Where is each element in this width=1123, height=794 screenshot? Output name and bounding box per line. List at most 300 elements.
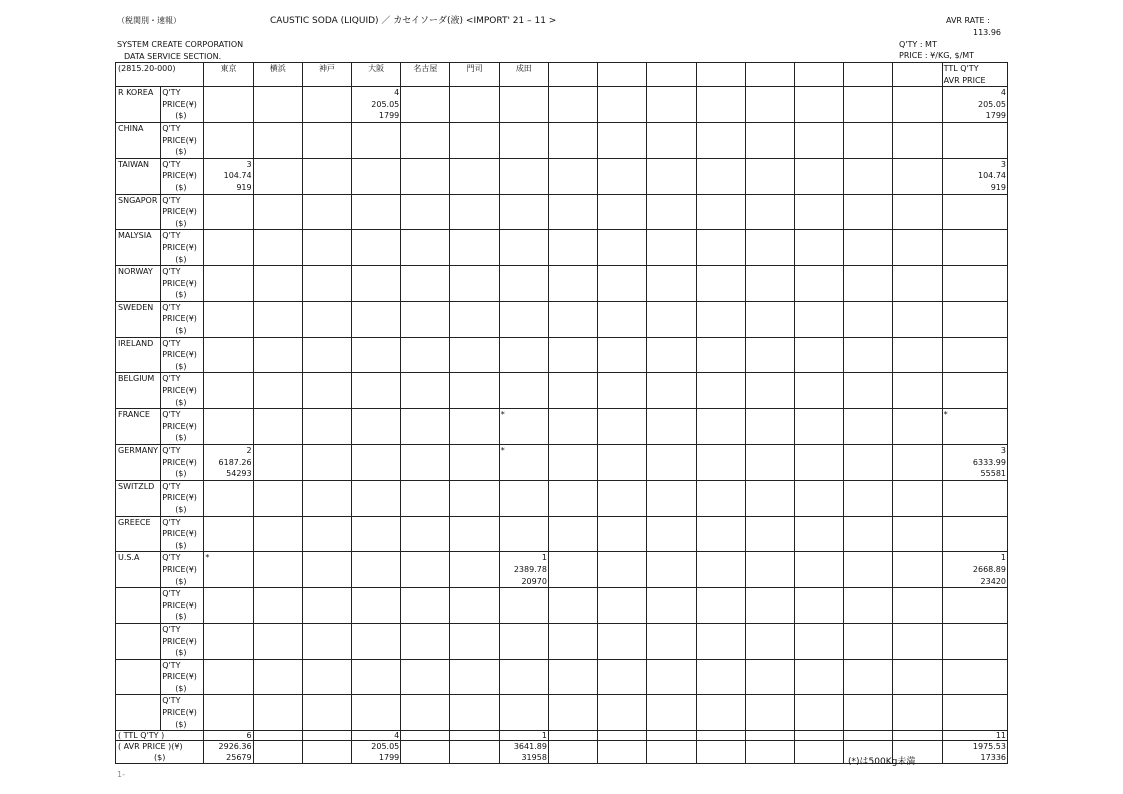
value-line: * xyxy=(500,410,505,420)
value-cell xyxy=(696,695,745,731)
value-cell xyxy=(598,695,647,731)
value-cell xyxy=(745,480,794,516)
value-cell xyxy=(696,588,745,624)
value-cell xyxy=(745,588,794,624)
value-cell xyxy=(893,194,942,230)
price-yen-label: PRICE(¥) xyxy=(162,708,197,718)
value-cell xyxy=(401,695,450,731)
value-cell xyxy=(647,194,696,230)
value-cell xyxy=(844,552,893,588)
price-yen-label: PRICE(¥) xyxy=(162,386,197,396)
value-cell xyxy=(647,301,696,337)
total-line: 23420 xyxy=(980,576,1006,586)
ttl-qty-cell xyxy=(548,731,597,741)
country-row xyxy=(116,266,1008,302)
value-cell xyxy=(548,552,597,588)
price-dollar-label: ($) xyxy=(175,433,187,443)
value-cell xyxy=(598,158,647,194)
value-cell xyxy=(499,373,548,409)
port-header: 大阪 xyxy=(352,63,401,87)
value-cell xyxy=(204,87,253,123)
value-cell xyxy=(302,122,351,158)
avr-rate-value: 113.96 xyxy=(973,28,1001,37)
value-cell xyxy=(302,695,351,731)
total-cell xyxy=(942,194,1007,230)
price-dollar-label: ($) xyxy=(175,218,187,228)
avr-price-cell xyxy=(795,741,844,764)
row-labels xyxy=(161,695,204,731)
value-cell xyxy=(598,266,647,302)
value-line: 20970 xyxy=(521,576,547,586)
value-cell xyxy=(499,301,548,337)
row-labels xyxy=(161,373,204,409)
qty-label: Q'TY xyxy=(162,517,181,527)
value-cell xyxy=(696,480,745,516)
value-cell xyxy=(795,122,844,158)
qty-label: Q'TY xyxy=(162,553,181,563)
qty-label: Q'TY xyxy=(162,267,181,277)
value-cell xyxy=(598,623,647,659)
price-yen-label: PRICE(¥) xyxy=(162,457,197,467)
value-cell xyxy=(696,122,745,158)
avr-price-yen-label: ( AVR PRICE )(¥) xyxy=(118,742,183,752)
value-cell xyxy=(352,301,401,337)
country-name: CHINA xyxy=(116,122,161,158)
value-cell xyxy=(253,623,302,659)
value-cell xyxy=(204,695,253,731)
value-cell xyxy=(352,266,401,302)
port-header xyxy=(795,63,844,87)
value-cell xyxy=(745,409,794,445)
total-line: 4 xyxy=(1000,88,1006,98)
value-cell xyxy=(401,194,450,230)
value-cell xyxy=(548,623,597,659)
total-cell xyxy=(942,480,1007,516)
value-cell xyxy=(647,409,696,445)
hs-code-cell: (2815.20-000) xyxy=(116,63,204,87)
value-cell xyxy=(844,445,893,481)
country-name: SNGAPOR xyxy=(116,194,161,230)
value-cell xyxy=(548,122,597,158)
value-line: 3 xyxy=(246,159,252,169)
value-cell xyxy=(253,194,302,230)
value-cell xyxy=(401,230,450,266)
report-tag: （税関別・速報） xyxy=(117,16,181,25)
value-cell xyxy=(253,695,302,731)
value-cell xyxy=(352,659,401,695)
value-cell xyxy=(352,695,401,731)
qty-unit: Q'TY : MT xyxy=(899,40,937,49)
value-cell xyxy=(598,659,647,695)
total-cell xyxy=(942,373,1007,409)
value-cell xyxy=(401,588,450,624)
total-cell xyxy=(942,445,1007,481)
value-cell xyxy=(253,659,302,695)
company-name: SYSTEM CREATE CORPORATION xyxy=(117,40,244,49)
port-header: 名古屋 xyxy=(401,63,450,87)
ttl-qty-cell: 4 xyxy=(352,731,401,741)
country-row xyxy=(116,552,1008,588)
value-cell xyxy=(499,230,548,266)
value-cell xyxy=(401,445,450,481)
value-cell xyxy=(253,122,302,158)
port-header xyxy=(598,63,647,87)
value-cell xyxy=(352,623,401,659)
value-cell xyxy=(844,480,893,516)
value-cell xyxy=(696,337,745,373)
ttl-qty-cell xyxy=(401,731,450,741)
value-cell xyxy=(745,337,794,373)
avr-price-dollar-label: ($) xyxy=(154,753,166,763)
value-cell xyxy=(598,194,647,230)
price-dollar-label: ($) xyxy=(175,648,187,658)
value-cell xyxy=(844,409,893,445)
qty-label: Q'TY xyxy=(162,410,181,420)
value-cell xyxy=(450,122,499,158)
value-cell xyxy=(499,122,548,158)
price-dollar-label: ($) xyxy=(175,361,187,371)
value-cell xyxy=(844,87,893,123)
value-cell xyxy=(401,122,450,158)
row-labels xyxy=(161,409,204,445)
value-cell xyxy=(302,409,351,445)
country-row xyxy=(116,516,1008,552)
value-cell xyxy=(204,373,253,409)
country-row xyxy=(116,230,1008,266)
grand-total-yen: 1975.53 xyxy=(972,742,1006,752)
value-cell xyxy=(204,301,253,337)
qty-label: Q'TY xyxy=(162,123,181,133)
avr-price-label xyxy=(116,741,204,764)
port-header: 横浜 xyxy=(253,63,302,87)
country-name: SWEDEN xyxy=(116,301,161,337)
value-cell xyxy=(893,266,942,302)
value-cell xyxy=(647,695,696,731)
qty-label: Q'TY xyxy=(162,231,181,241)
value-cell xyxy=(795,194,844,230)
value-cell xyxy=(598,480,647,516)
avr-rate-label: AVR RATE : xyxy=(946,16,990,25)
value-cell xyxy=(450,158,499,194)
total-cell xyxy=(942,623,1007,659)
country-name: IRELAND xyxy=(116,337,161,373)
port-header: 成田 xyxy=(499,63,548,87)
value-cell xyxy=(302,158,351,194)
value-line: 1 xyxy=(541,553,547,563)
value-cell xyxy=(352,230,401,266)
country-row xyxy=(116,695,1008,731)
port-header xyxy=(647,63,696,87)
total-cell xyxy=(942,87,1007,123)
value-cell xyxy=(696,158,745,194)
value-cell xyxy=(548,194,597,230)
value-cell xyxy=(401,409,450,445)
ttl-qty-cell xyxy=(745,731,794,741)
value-cell xyxy=(401,659,450,695)
avr-price-cell xyxy=(745,741,794,764)
value-cell xyxy=(696,445,745,481)
value-cell xyxy=(352,122,401,158)
value-cell xyxy=(893,445,942,481)
qty-label: Q'TY xyxy=(162,159,181,169)
price-yen-label: PRICE(¥) xyxy=(162,350,197,360)
value-cell xyxy=(253,158,302,194)
value-cell xyxy=(302,588,351,624)
price-dollar-label: ($) xyxy=(175,111,187,121)
value-cell xyxy=(893,301,942,337)
avr-price-cell xyxy=(302,741,351,764)
country-name xyxy=(116,588,161,624)
value-cell xyxy=(844,230,893,266)
price-unit: PRICE : ¥/KG, $/MT xyxy=(899,51,975,60)
ttl-qty-row xyxy=(116,731,1008,741)
value-cell xyxy=(647,552,696,588)
price-yen-label: PRICE(¥) xyxy=(162,529,197,539)
country-row xyxy=(116,87,1008,123)
value-cell xyxy=(253,409,302,445)
value-cell xyxy=(548,266,597,302)
value-cell xyxy=(598,516,647,552)
total-cell xyxy=(942,266,1007,302)
value-cell xyxy=(302,516,351,552)
country-row xyxy=(116,480,1008,516)
value-line: 1799 xyxy=(378,111,400,121)
row-labels xyxy=(161,158,204,194)
total-cell xyxy=(942,516,1007,552)
value-cell xyxy=(352,516,401,552)
value-cell xyxy=(253,230,302,266)
country-name: NORWAY xyxy=(116,266,161,302)
value-cell xyxy=(499,659,548,695)
total-cell xyxy=(942,301,1007,337)
price-dollar-label: ($) xyxy=(175,576,187,586)
value-cell xyxy=(352,445,401,481)
value-cell xyxy=(302,552,351,588)
value-cell xyxy=(499,266,548,302)
value-cell xyxy=(253,516,302,552)
value-cell xyxy=(696,194,745,230)
total-header-qty: TTL Q'TY xyxy=(943,64,979,73)
value-cell xyxy=(548,695,597,731)
value-cell xyxy=(696,409,745,445)
row-labels xyxy=(161,516,204,552)
value-cell xyxy=(352,158,401,194)
value-cell xyxy=(795,623,844,659)
value-cell xyxy=(795,301,844,337)
price-yen-label: PRICE(¥) xyxy=(162,242,197,252)
country-row xyxy=(116,588,1008,624)
value-cell xyxy=(401,266,450,302)
total-cell xyxy=(942,337,1007,373)
value-cell xyxy=(696,516,745,552)
value-cell xyxy=(893,337,942,373)
value-cell xyxy=(795,266,844,302)
value-cell xyxy=(893,623,942,659)
value-cell xyxy=(598,230,647,266)
value-cell xyxy=(548,659,597,695)
value-cell xyxy=(745,695,794,731)
value-cell xyxy=(745,87,794,123)
value-cell xyxy=(450,623,499,659)
total-line: 104.74 xyxy=(978,171,1006,181)
value-cell xyxy=(401,623,450,659)
avr-price-cell xyxy=(598,741,647,764)
value-cell xyxy=(548,516,597,552)
value-line: * xyxy=(205,553,210,563)
value-cell xyxy=(548,373,597,409)
value-cell xyxy=(450,659,499,695)
value-cell xyxy=(204,158,253,194)
total-line: 3 xyxy=(1000,446,1006,455)
value-cell xyxy=(352,480,401,516)
port-header xyxy=(844,63,893,87)
country-row xyxy=(116,445,1008,481)
total-header-price: AVR PRICE xyxy=(943,75,986,85)
qty-label: Q'TY xyxy=(162,88,181,98)
value-cell xyxy=(253,480,302,516)
row-labels xyxy=(161,480,204,516)
value-cell xyxy=(548,588,597,624)
ttl-qty-cell xyxy=(795,731,844,741)
value-line: 919 xyxy=(236,182,252,192)
value-cell xyxy=(204,516,253,552)
value-cell xyxy=(696,552,745,588)
price-yen-label: PRICE(¥) xyxy=(162,207,197,217)
total-cell xyxy=(942,588,1007,624)
value-cell xyxy=(352,194,401,230)
port-header xyxy=(548,63,597,87)
value-cell xyxy=(844,301,893,337)
value-cell xyxy=(548,301,597,337)
value-cell xyxy=(204,122,253,158)
value-cell xyxy=(548,87,597,123)
value-cell xyxy=(745,659,794,695)
value-cell xyxy=(302,445,351,481)
value-cell xyxy=(844,588,893,624)
value-cell xyxy=(548,445,597,481)
value-cell xyxy=(696,301,745,337)
value-cell xyxy=(647,588,696,624)
value-cell xyxy=(647,623,696,659)
total-line: 1799 xyxy=(985,111,1006,121)
value-cell xyxy=(795,158,844,194)
value-cell xyxy=(204,588,253,624)
grand-total-price xyxy=(942,741,1007,764)
value-cell xyxy=(647,373,696,409)
row-labels xyxy=(161,623,204,659)
price-yen-label: PRICE(¥) xyxy=(162,636,197,646)
country-row xyxy=(116,158,1008,194)
value-cell xyxy=(893,158,942,194)
price-dollar-label: ($) xyxy=(175,290,187,300)
value-cell xyxy=(745,623,794,659)
value-cell xyxy=(499,194,548,230)
value-cell xyxy=(598,373,647,409)
value-cell xyxy=(598,552,647,588)
qty-label: Q'TY xyxy=(162,338,181,348)
value-cell xyxy=(647,158,696,194)
ttl-qty-cell xyxy=(696,731,745,741)
value-cell xyxy=(499,516,548,552)
value-cell xyxy=(450,552,499,588)
value-cell xyxy=(548,480,597,516)
value-cell xyxy=(401,301,450,337)
country-row xyxy=(116,122,1008,158)
value-cell xyxy=(302,623,351,659)
ttl-qty-cell xyxy=(302,731,351,741)
value-cell xyxy=(204,623,253,659)
value-cell xyxy=(745,552,794,588)
value-cell xyxy=(598,87,647,123)
row-labels xyxy=(161,266,204,302)
import-table xyxy=(115,62,1008,764)
value-cell xyxy=(204,337,253,373)
value-cell xyxy=(450,516,499,552)
value-cell xyxy=(204,409,253,445)
value-cell xyxy=(499,480,548,516)
value-cell xyxy=(647,230,696,266)
row-labels xyxy=(161,230,204,266)
avr-price-cell xyxy=(204,741,253,764)
value-cell xyxy=(352,588,401,624)
value-cell xyxy=(598,409,647,445)
value-cell xyxy=(647,445,696,481)
value-cell xyxy=(893,588,942,624)
price-dollar-label: ($) xyxy=(175,147,187,157)
row-labels xyxy=(161,194,204,230)
country-name: R KOREA xyxy=(116,87,161,123)
value-cell xyxy=(253,337,302,373)
value-cell xyxy=(499,552,548,588)
grand-total-qty: 11 xyxy=(942,731,1007,741)
price-dollar-label: ($) xyxy=(175,469,187,479)
price-dollar-label: ($) xyxy=(175,719,187,729)
qty-label: Q'TY xyxy=(162,589,181,599)
country-row xyxy=(116,659,1008,695)
value-cell xyxy=(450,266,499,302)
value-cell xyxy=(253,87,302,123)
value-line: 2389.78 xyxy=(513,564,547,574)
value-cell xyxy=(401,87,450,123)
avr-price-dollar: 31958 xyxy=(521,753,547,763)
value-cell xyxy=(647,480,696,516)
value-cell xyxy=(696,373,745,409)
value-cell xyxy=(647,87,696,123)
value-cell xyxy=(745,445,794,481)
value-cell xyxy=(647,659,696,695)
port-header: 東京 xyxy=(204,63,253,87)
value-cell xyxy=(745,230,794,266)
value-cell xyxy=(352,552,401,588)
avr-price-yen: 3641.89 xyxy=(513,742,547,752)
price-dollar-label: ($) xyxy=(175,254,187,264)
value-cell xyxy=(302,266,351,302)
value-cell xyxy=(844,623,893,659)
value-cell xyxy=(598,301,647,337)
avr-price-cell xyxy=(352,741,401,764)
value-cell xyxy=(302,301,351,337)
price-yen-label: PRICE(¥) xyxy=(162,493,197,503)
country-name xyxy=(116,623,161,659)
grand-total-dollar: 17336 xyxy=(980,753,1006,763)
total-line: 205.05 xyxy=(978,99,1006,109)
value-cell xyxy=(598,588,647,624)
value-cell xyxy=(499,445,548,481)
row-labels xyxy=(161,588,204,624)
ttl-qty-cell: 1 xyxy=(499,731,548,741)
value-cell xyxy=(204,445,253,481)
value-line: 205.05 xyxy=(371,99,400,109)
